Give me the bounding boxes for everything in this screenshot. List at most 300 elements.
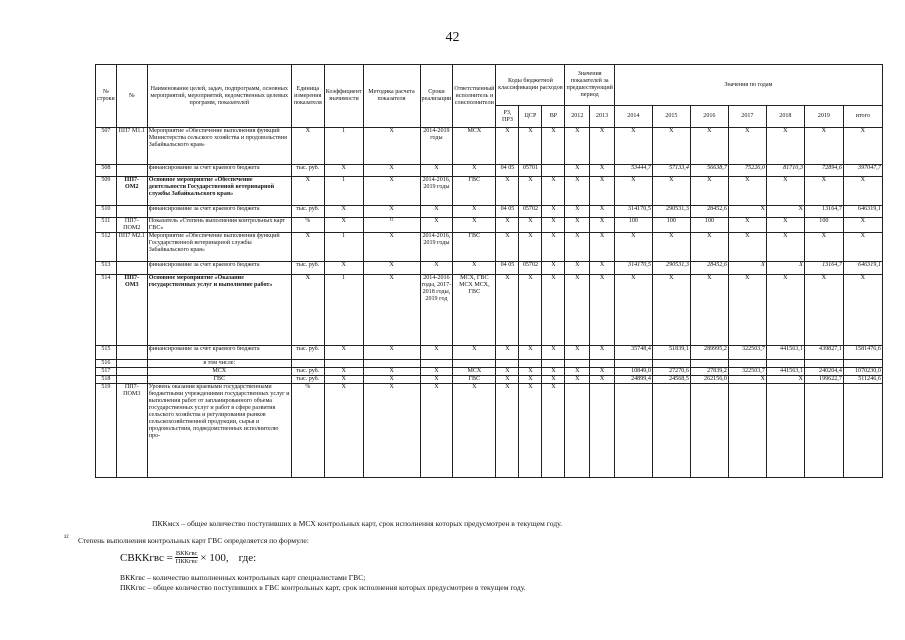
table-cell [116, 346, 147, 360]
table-cell: Х [363, 206, 420, 218]
table-cell: Х [363, 384, 420, 478]
table-cell: Х [324, 368, 363, 376]
table-cell: в том числе: [147, 360, 291, 368]
table-row [96, 262, 883, 275]
table-cell: 2014-2016 годы, 2017-2018 годы, 2019 год [420, 275, 453, 346]
table-cell: 1581476,6 [843, 346, 882, 360]
table-row [96, 275, 883, 346]
table-cell: Х [590, 376, 615, 384]
table-cell [766, 360, 804, 368]
table-cell: Х [542, 262, 565, 275]
header-base-period: Значения показателей за предшествующий период [565, 65, 614, 106]
table-cell [728, 384, 766, 478]
table-cell: Х [324, 346, 363, 360]
header-number: № [116, 65, 147, 128]
header-year: 2015 [652, 106, 690, 128]
header-year: 2014 [614, 106, 652, 128]
table-row [96, 206, 883, 218]
table-cell: Х [766, 275, 804, 346]
table-cell: 56638,7 [690, 165, 728, 177]
table-cell: финансирование за счет краевого бюджета [147, 262, 291, 275]
table-cell: МСХ [453, 128, 496, 165]
table-row [96, 376, 883, 384]
table-cell: Х [496, 384, 519, 478]
footnote-pkk-gvs: ПККгвс – общее количество поступивших в ГВС контрольных карт, срок исполнения которых предусмотрен в текущем году. [120, 583, 526, 592]
table-cell: Основное мероприятие «Оказание государственных услуг и выполнение работ» [147, 275, 291, 346]
table-cell: Х [291, 233, 324, 262]
table-cell: Х [843, 275, 882, 346]
table-cell: Х [766, 206, 804, 218]
table-cell: тыс. руб. [291, 346, 324, 360]
table-cell: Х [690, 128, 728, 165]
table-cell: 2014-2019 годы [420, 128, 453, 165]
table-cell: Х [843, 218, 882, 233]
table-cell: 240204,4 [804, 368, 843, 376]
table-cell: 290531,3 [652, 262, 690, 275]
formula-lhs: СВККгвс = [120, 551, 173, 564]
table-cell: Х [363, 368, 420, 376]
table-cell: 2014-2016, 2019 годы [420, 233, 453, 262]
header-coefficient: Коэффициент значимости [324, 65, 363, 128]
header-terms: Сроки реализации [420, 65, 453, 128]
table-cell: 1070230,0 [843, 368, 882, 376]
table-cell: Х [652, 233, 690, 262]
table-cell: 322503,7 [728, 368, 766, 376]
table-cell: Х [804, 177, 843, 206]
table-cell: Х [614, 275, 652, 346]
table-cell: Х [766, 376, 804, 384]
table-cell: 513 [96, 262, 117, 275]
table-cell [542, 165, 565, 177]
table-cell [363, 360, 420, 368]
table-cell [116, 360, 147, 368]
table-row [96, 218, 883, 233]
table-cell: Х [496, 368, 519, 376]
table-cell: 511 [96, 218, 117, 233]
table-cell [614, 384, 652, 478]
table-cell: Х [420, 376, 453, 384]
table-cell: 13164,7 [804, 262, 843, 275]
table-cell: 24568,5 [652, 376, 690, 384]
table-cell: 100 [652, 218, 690, 233]
table-cell: Х [728, 233, 766, 262]
table-cell: 516 [96, 360, 117, 368]
table-cell: ПП7-ОМ3 [116, 275, 147, 346]
table-row [96, 346, 883, 360]
table-cell: Х [291, 177, 324, 206]
table-cell: Х [565, 218, 590, 233]
table-cell: Х [420, 368, 453, 376]
table-cell: 100 [614, 218, 652, 233]
table-cell: Х [766, 128, 804, 165]
table-cell: Х [420, 346, 453, 360]
table-cell: 646319,1 [843, 206, 882, 218]
table-cell: Х [363, 262, 420, 275]
table-cell: тыс. руб. [291, 376, 324, 384]
table-cell: Х [363, 346, 420, 360]
table-cell: 322503,7 [728, 346, 766, 360]
table-cell [690, 384, 728, 478]
table-cell: ГВС [453, 233, 496, 262]
table-cell: Х [324, 206, 363, 218]
table-cell: МСХ, ГВС МСХ МСХ, ГВС [453, 275, 496, 346]
table-cell: тыс. руб. [291, 206, 324, 218]
header-method: Методика расчета показателя [363, 65, 420, 128]
table-cell: Х [614, 177, 652, 206]
table-cell: 514 [96, 275, 117, 346]
table-cell: ГВС [147, 376, 291, 384]
header-years-title: Значения по годам [614, 65, 882, 106]
table-cell: 1 [324, 275, 363, 346]
table-cell: Х [728, 376, 766, 384]
table-cell: 290531,3 [652, 206, 690, 218]
formula-denominator: ПККгвс [175, 558, 198, 565]
table-cell: Х [542, 177, 565, 206]
table-cell: % [291, 384, 324, 478]
table-cell: Х [453, 165, 496, 177]
header-row-number: № строки [96, 65, 117, 128]
table-cell: 05701 [519, 165, 542, 177]
table-cell: Х [542, 218, 565, 233]
table-cell: Мероприятие «Обеспечение выполнения функций Министерства сельского хозяйства и продовольствия Забайкальского края» [147, 128, 291, 165]
footnote-intro: Степень выполнения контрольных карт ГВС определяется по формуле: [78, 536, 309, 545]
formula-where: где: [238, 551, 257, 564]
table-cell: Х [565, 206, 590, 218]
table-cell: 314170,5 [614, 206, 652, 218]
table-row [96, 368, 883, 376]
table-cell: тыс. руб. [291, 262, 324, 275]
table-cell [804, 384, 843, 478]
table-cell: Х [519, 384, 542, 478]
table-cell: 512 [96, 233, 117, 262]
header-vr: ВР [542, 106, 565, 128]
table-cell: 2014-2016, 2019 годы [420, 177, 453, 206]
table-cell: Х [420, 262, 453, 275]
table-cell: Х [496, 233, 519, 262]
table-cell: Х [453, 384, 496, 478]
table-cell: 72894,6 [804, 165, 843, 177]
table-cell: Х [652, 177, 690, 206]
table-cell: 27270,6 [652, 368, 690, 376]
table-cell: Х [690, 233, 728, 262]
table-cell: 289995,2 [690, 346, 728, 360]
table-cell: Х [652, 128, 690, 165]
table-cell: 53444,7 [614, 165, 652, 177]
table-cell: Х [496, 346, 519, 360]
table-row [96, 233, 883, 262]
header-name: Наименование целей, задач, подпрограмм, основных мероприятий, мероприятий, ведомственных целевых программ, показателей [147, 65, 291, 128]
header-year: 2018 [766, 106, 804, 128]
table-cell: финансирование за счет краевого бюджета [147, 206, 291, 218]
table-cell: Х [804, 128, 843, 165]
table-cell [565, 360, 590, 368]
table-cell: 35748,4 [614, 346, 652, 360]
table-cell: Х [496, 275, 519, 346]
table-cell: Х [565, 368, 590, 376]
table-cell: Х [324, 262, 363, 275]
table-cell: Х [728, 206, 766, 218]
table-cell: Х [728, 218, 766, 233]
header-unit: Единица измерения показателя [291, 65, 324, 128]
header-year: 2017 [728, 106, 766, 128]
table-cell: Х [542, 368, 565, 376]
table-cell: Х [565, 262, 590, 275]
table-cell: Х [804, 233, 843, 262]
table-cell: 57133,4 [652, 165, 690, 177]
table-body [96, 128, 883, 478]
header-year: 2016 [690, 106, 728, 128]
formula-numerator: ВККгвс [175, 550, 198, 557]
table-cell: 199622,7 [804, 376, 843, 384]
table-cell: Х [590, 177, 615, 206]
table-cell [690, 360, 728, 368]
table-cell: Х [590, 218, 615, 233]
table-cell: 517 [96, 368, 117, 376]
table-cell: Х [542, 376, 565, 384]
table-cell: 507 [96, 128, 117, 165]
table-cell: Х [690, 177, 728, 206]
table-cell: Х [453, 262, 496, 275]
table-cell: Х [519, 128, 542, 165]
table-cell: Показатель «Степень выполнения контрольных карт ГВС» [147, 218, 291, 233]
table-cell: Х [614, 233, 652, 262]
table-cell: ПП7-ОМ2 [116, 177, 147, 206]
table-cell: 75226,0 [728, 165, 766, 177]
table-cell: Х [542, 384, 565, 478]
table-cell: 81710,3 [766, 165, 804, 177]
table-cell: 441563,1 [766, 346, 804, 360]
table-cell: 04 05 [496, 206, 519, 218]
table-cell: Х [565, 376, 590, 384]
table-cell: тыс. руб. [291, 368, 324, 376]
table-cell: Уровень оказания краевыми государственными бюджетными учреждениями государственных услуг и выполнения работ от запланированного объема государственных услуг и работ в сфере развития сельского хозяйства и регулирования рынков сельскохозяйственной продукции, сырья и продовольствия, подведомственных исполнителю про- [147, 384, 291, 478]
table-cell: 05702 [519, 262, 542, 275]
header-total: итого [843, 106, 882, 128]
table-cell: Х [420, 165, 453, 177]
table-cell: Х [496, 218, 519, 233]
table-cell: 511246,6 [843, 376, 882, 384]
footnote-pkk-msx: ПККмсх – общее количество поступивших в МСХ контрольных карт, срок исполнения которых предусмотрен в текущем году. [152, 519, 563, 528]
table-cell: 397047,7 [843, 165, 882, 177]
table-cell [116, 206, 147, 218]
table-cell: 28452,6 [690, 206, 728, 218]
table-cell: Х [766, 262, 804, 275]
table-cell: Х [324, 376, 363, 384]
table-cell: 1 [324, 177, 363, 206]
table-cell: ¹² [363, 218, 420, 233]
table-cell: Х [590, 262, 615, 275]
table-cell: 515 [96, 346, 117, 360]
table-cell: 28452,6 [690, 262, 728, 275]
table-cell [766, 384, 804, 478]
table-cell: Х [519, 177, 542, 206]
table-cell [652, 384, 690, 478]
table-cell: Х [565, 177, 590, 206]
table-cell: Х [766, 233, 804, 262]
table-cell: Х [496, 128, 519, 165]
table-cell: Х [590, 346, 615, 360]
table-cell: Х [590, 275, 615, 346]
header-year: 2019 [804, 106, 843, 128]
table-cell: Х [519, 233, 542, 262]
table-cell: МСХ [453, 368, 496, 376]
table-cell: 262156,0 [690, 376, 728, 384]
table-cell: финансирование за счет краевого бюджета [147, 165, 291, 177]
table-cell: ПП7-ПОМ3 [116, 384, 147, 478]
header-responsible: Ответственный исполнитель и соисполнители [453, 65, 496, 128]
table-cell: Х [565, 165, 590, 177]
table-cell [652, 360, 690, 368]
table-cell [116, 165, 147, 177]
table-cell [420, 360, 453, 368]
table-cell: Х [291, 275, 324, 346]
table-row [96, 384, 883, 478]
table-cell: 51839,1 [652, 346, 690, 360]
table-cell: Х [542, 275, 565, 346]
table-row [96, 128, 883, 165]
header-rz: РЗ, ПРЗ [496, 106, 519, 128]
table-cell: 519 [96, 384, 117, 478]
table-cell: 314170,5 [614, 262, 652, 275]
table-cell: Х [324, 165, 363, 177]
table-cell: 646319,1 [843, 262, 882, 275]
table-cell: Х [496, 376, 519, 384]
table-cell: 1 [324, 128, 363, 165]
table-cell: Х [565, 128, 590, 165]
table-cell: 24899,4 [614, 376, 652, 384]
table-cell: тыс. руб. [291, 165, 324, 177]
table-cell: Основное мероприятие «Обеспечение деятельности Государственной ветеринарной службы Забайкальского края» [147, 177, 291, 206]
table-cell: финансирование за счет краевого бюджета [147, 346, 291, 360]
table-cell: 27839,2 [690, 368, 728, 376]
table-cell: Х [324, 218, 363, 233]
table-cell: Х [324, 384, 363, 478]
table-cell [116, 262, 147, 275]
table-row [96, 360, 883, 368]
table-cell [116, 368, 147, 376]
table-cell: 04 05 [496, 165, 519, 177]
table-cell: 508 [96, 165, 117, 177]
table-cell: Х [363, 233, 420, 262]
table-cell: Х [565, 275, 590, 346]
table-cell: Х [804, 275, 843, 346]
table-cell: Х [590, 233, 615, 262]
header-2013: 2013 [590, 106, 615, 128]
table-cell [590, 360, 615, 368]
table-cell: ГВС [453, 376, 496, 384]
table-cell: 13164,7 [804, 206, 843, 218]
table-cell: Х [590, 128, 615, 165]
table-cell [728, 360, 766, 368]
table-cell: Х [453, 206, 496, 218]
table-row [96, 165, 883, 177]
table-cell: % [291, 218, 324, 233]
table-cell: Х [519, 346, 542, 360]
table-cell: Х [542, 206, 565, 218]
table-cell: Х [590, 368, 615, 376]
table-cell: Х [363, 177, 420, 206]
table-cell: Х [728, 262, 766, 275]
table-cell: Х [420, 384, 453, 478]
table-cell: Х [766, 177, 804, 206]
header-csr: ЦСР [519, 106, 542, 128]
formula [120, 550, 256, 565]
table-cell [542, 360, 565, 368]
table-cell: Х [519, 376, 542, 384]
table-cell: Х [542, 128, 565, 165]
table-cell: 509 [96, 177, 117, 206]
table-cell [843, 384, 882, 478]
table-cell [614, 360, 652, 368]
formula-fraction [175, 550, 199, 565]
table-cell: Х [766, 218, 804, 233]
footnote-vkk: ВККгвс – количество выполненных контрольных карт специалистами ГВС; [120, 573, 366, 582]
table-cell: ПП7 М2.1 [116, 233, 147, 262]
table-header [96, 65, 883, 128]
table-cell [324, 360, 363, 368]
table-cell: Х [496, 177, 519, 206]
table-cell [453, 360, 496, 368]
table-cell: Х [565, 233, 590, 262]
table-cell: Х [291, 128, 324, 165]
table-cell [496, 360, 519, 368]
table-cell: Х [363, 128, 420, 165]
table-cell [843, 360, 882, 368]
table-cell: Х [363, 376, 420, 384]
table-cell: Х [519, 275, 542, 346]
program-indicators-table [95, 64, 883, 478]
table-cell: Х [542, 233, 565, 262]
table-cell: 441563,1 [766, 368, 804, 376]
table-cell: 439827,1 [804, 346, 843, 360]
table-cell: МСХ [147, 368, 291, 376]
table-cell: Х [728, 177, 766, 206]
table-cell: 04 05 [496, 262, 519, 275]
table-cell: Х [519, 218, 542, 233]
header-2012: 2012 [565, 106, 590, 128]
table-cell: Х [590, 165, 615, 177]
table-cell: Х [565, 346, 590, 360]
page-number: 42 [445, 30, 460, 45]
table-cell [291, 360, 324, 368]
table-cell: 518 [96, 376, 117, 384]
table-cell: Х [590, 206, 615, 218]
table-row [96, 177, 883, 206]
table-cell: 1 [324, 233, 363, 262]
table-cell: Х [690, 275, 728, 346]
table-cell: Х [420, 218, 453, 233]
table-cell: 100 [804, 218, 843, 233]
footnote-marker: ¹² [64, 533, 69, 542]
table-cell: Х [614, 128, 652, 165]
table-cell: Х [728, 128, 766, 165]
program-table-wrapper [95, 64, 883, 478]
table-cell [565, 384, 590, 478]
table-cell: Х [420, 206, 453, 218]
table-cell: Х [363, 165, 420, 177]
table-cell: Х [363, 275, 420, 346]
table-cell [590, 384, 615, 478]
table-cell: ПП7 М1.1 [116, 128, 147, 165]
table-cell [804, 360, 843, 368]
table-cell: Х [453, 346, 496, 360]
table-cell: 05702 [519, 206, 542, 218]
header-budget-codes: Коды бюджетной классификации расходов [496, 65, 565, 106]
table-cell [116, 376, 147, 384]
table-cell: Х [453, 218, 496, 233]
table-cell: Х [843, 128, 882, 165]
table-cell: Х [728, 275, 766, 346]
